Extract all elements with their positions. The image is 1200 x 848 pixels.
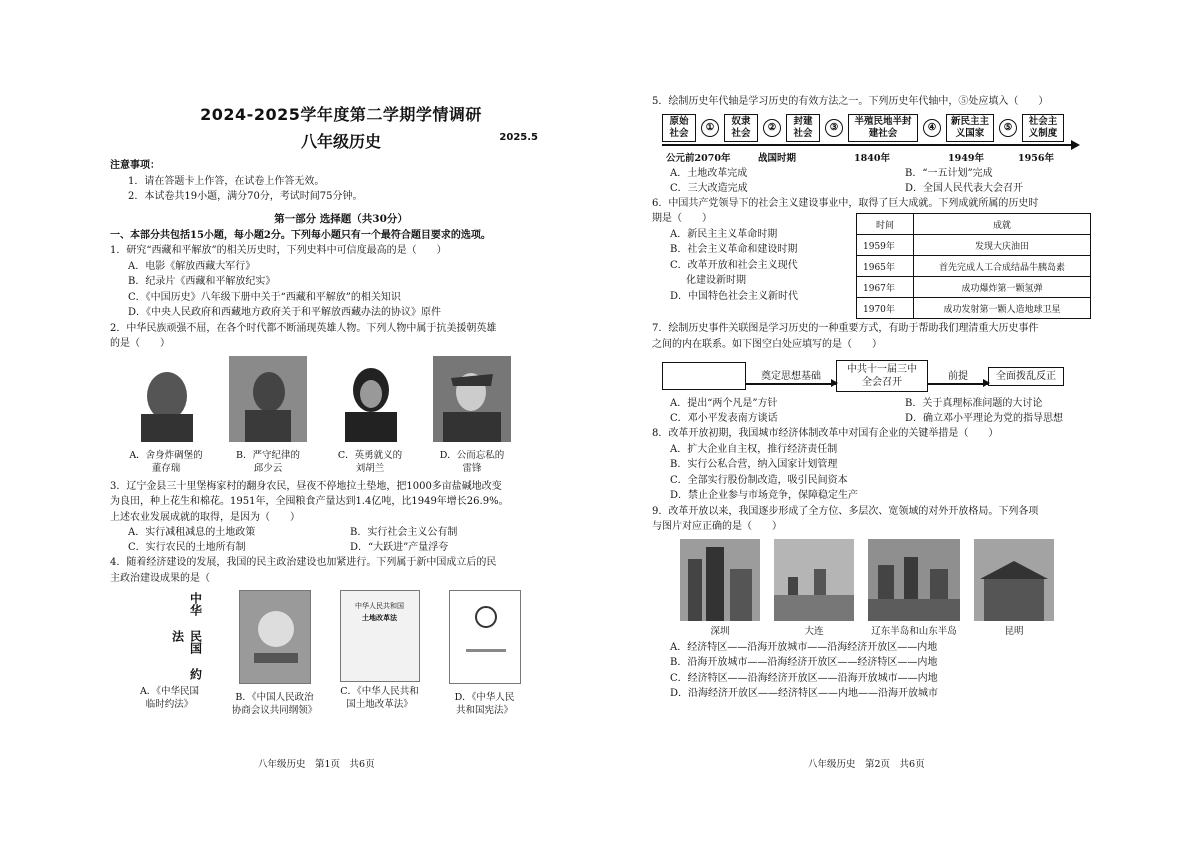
question-8 [652,426,1140,504]
option: B．沿海开放城市——沿海经济开放区——经济特区——内地 [670,657,938,668]
question-stem: 为良田，种上花生和棉花。1951年，全囤粮食产量达到1.4亿吨，比1949年增长26.9%。 [110,496,509,507]
photo-kunming: 昆明 [972,539,1056,638]
question-3 [110,479,572,556]
hero-photos [122,356,572,475]
option-document-b: B．《中国人民政治 协商会议共同纲领》 [227,590,322,717]
timeline [662,114,1140,142]
timeline-number: ⑤ [999,119,1017,137]
timeline-number: ④ [923,119,941,137]
city-skyline-photo [680,539,760,621]
option-document-d: D．《中华人民 共和国宪法》 [437,590,532,717]
option: A．土地改革完成 [670,167,748,179]
option-photo-d: D．公而忘私的 雷锋 [428,356,516,475]
question-stem: 9．改革开放以来，我国逐步形成了全方位、多层次、宽领域的对外开放格局。下列各项 [652,505,1039,517]
notice-heading: 注意事项： [110,160,160,171]
timeline-box: 奴隶社会 [724,114,758,142]
option: A．提出“两个凡是”方针 [670,398,778,409]
option: B．“一五计划”完成 [905,167,993,179]
timeline-dates: 公元前2070年 战国时期 1840年 1949年 1956年 [666,152,1054,164]
option: D．《中央人民政府和西藏地方政府关于和平解放西藏办法的协议》原件 [128,307,442,318]
timeline-box: 封建社会 [786,114,820,142]
option: D．全国人民代表大会召开 [905,182,1024,194]
coastal-city-photo [868,539,960,621]
notice-item: 2．本试卷共19小题，满分70分，考试时间75分钟。 [128,191,363,202]
timeline-number: ② [763,119,781,137]
page-footer: 八年级历史 第2页 共6页 [808,759,925,770]
event-flow-diagram [662,360,1140,392]
option-document-a: 中华 民国 約法 A．《中华民国 临时约法》 [122,590,217,717]
option: B．关于真理标准问题的大讨论 [905,398,1043,409]
portrait-photo [433,356,511,442]
option: D．“大跃进”产量浮夸 [350,542,449,553]
timeline-axis [662,144,1072,146]
question-stem: 期是（ ） [652,213,712,224]
flow-arrow: 前提 [928,367,988,384]
exam-page-2 [600,0,1200,848]
timeline-number: ③ [825,119,843,137]
timeline-box: 新民主主义国家 [946,114,994,142]
option: B．纪录片《西藏和平解放纪实》 [128,276,276,287]
options-grid [652,396,1140,426]
option: D．中国特色社会主义新时代 [670,290,799,302]
question-6 [652,196,1140,320]
question-stem: 主政治建设成果的是（ [110,572,210,584]
option: D．沿海经济开放区——经济特区——内地——沿海开放城市 [670,688,939,699]
section-title: 第一部分 选择题（共30分） [274,212,408,225]
option: A．实行减租减息的土地政策 [128,527,256,538]
option: C．经济特区——沿海经济开放区——沿海开放城市——内地 [670,672,938,684]
question-stem: 2．中华民族顽强不屈，在各个时代都不断涌现英雄人物。下列人物中属于抗美援朝英雄 [110,322,497,334]
option: 化建设新时期 [686,275,746,286]
option: A．电影《解放西藏大军行》 [128,260,256,272]
option: C．三大改造完成 [670,182,748,194]
option: A．扩大企业自主权，推行经济责任制 [670,443,838,455]
option-document-c: 中华人民共和国 土地改革法 C．《中华人民共和 国土地改革法》 [332,590,427,717]
table-row: 1959年 发现大庆油田 [857,235,1091,256]
option-photo-a: A．舍身炸碉堡的 董存瑞 [122,356,210,475]
exam-subject: 八年级历史 2025.5 [300,132,538,151]
question-1 [110,243,572,321]
question-stem: 的是（ ） [110,338,170,349]
question-stem: 6．中国共产党领导下的社会主义建设事业中，取得了巨大成就。下列成就所属的历史时 [652,197,1039,209]
question-stem: 8．改革开放初期，我国城市经济体制改革中对国有企业的关键举措是（ ） [652,428,999,439]
table-header: 时间 [857,214,914,235]
question-stem: 与图片对应正确的是（ ） [652,521,782,532]
question-stem: 1．研究“西藏和平解放”的相关历史时，下列史料中可信度最高的是（ ） [110,245,447,256]
question-stem: 之间的内在联系。如下图空白处应填写的是（ ） [652,338,882,350]
option: C．改革开放和社会主义现代 [670,259,798,271]
option: B．实行公私合营，纳入国家计划管理 [670,459,838,470]
option: C．实行农民的土地所有制 [128,542,246,553]
document-photos [122,590,572,717]
portrait-photo [331,356,409,442]
question-stem: 上述农业发展成就的取得，是因为（ ） [110,511,300,523]
question-7 [652,321,1140,426]
book-cover-image [239,590,311,684]
question-9 [652,504,1140,702]
table-row: 1965年 首先完成人工合成结晶牛胰岛素 [857,256,1091,277]
timeline-number: ① [701,119,719,137]
question-stem: 3．辽宁金县三十里堡梅家村的翻身农民，昼夜不停地拉土垫地，把1000多亩盐碱地改变 [110,480,502,492]
photo-peninsula: 辽东半岛和山东半岛 [866,539,962,638]
question-stem: 4．随着经济建设的发展，我国的民主政治建设也加紧进行。下列属于新中国成立后的民 [110,557,497,568]
portrait-photo [127,356,205,442]
section-instruction: 一、本部分共包括15小题，每小题2分。下列每小题只有一个最符合题目要求的选项。 [110,229,491,241]
timeline-box: 社会主义制度 [1022,114,1064,142]
table-header-row [857,214,1091,235]
achievement-table [856,213,1091,319]
photo-dalian: 大连 [772,539,856,638]
option-photo-c: C．英勇就义的 刘胡兰 [326,356,414,475]
option: C．全部实行股份制改造，吸引民间资本 [670,474,848,486]
option: B．实行社会主义公有制 [350,527,458,538]
portrait-photo [229,356,307,442]
option: A．经济特区——沿海开放城市——沿海经济开放区——内地 [670,641,938,653]
option: D．确立邓小平理论为党的指导思想 [905,413,1064,424]
national-emblem-icon [449,590,521,684]
table-row: 1967年 成功爆炸第一颗氢弹 [857,277,1091,298]
question-5 [652,94,1140,196]
option: C．《中国历史》八年级下册中关于“西藏和平解放”的相关知识 [128,291,401,303]
flow-arrow: 奠定思想基础 [746,367,836,384]
table-header: 成就 [914,214,1091,235]
options-grid [110,525,572,555]
city-photos [678,539,1140,638]
question-2 [110,321,572,475]
question-4 [110,555,572,717]
timeline-box: 原始社会 [662,114,696,142]
option: C．邓小平发表南方谈话 [670,413,778,424]
option: B．社会主义革命和建设时期 [670,244,798,255]
document-image: 中华 民国 約法 [135,590,205,682]
page-footer: 八年级历史 第1页 共6页 [258,759,375,770]
question-stem: 7．绘制历史事件关联图是学习历史的一种重要方式，有助于帮助我们理清重大历史事件 [652,323,1039,334]
option-photo-b: B．严守纪律的 邱少云 [224,356,312,475]
flow-box: 中共十一届三中全会召开 [836,360,928,392]
timeline-box: 半殖民地半封建社会 [848,114,918,142]
blank-box [662,362,746,390]
document-image: 中华人民共和国 土地改革法 [340,590,420,682]
table-row: 1970年 成功发射第一颗人造地球卫星 [857,298,1091,319]
city-gate-photo [974,539,1054,621]
options-grid [652,166,1140,196]
question-stem: 5．绘制历史年代轴是学习历史的有效方法之一。下列历史年代轴中，⑤处应填入（ ） [652,96,1049,107]
flow-box: 全面拨乱反正 [988,367,1064,386]
harbor-photo [774,539,854,621]
exam-date: 2025.5 [499,132,538,143]
exam-title: 2024-2025学年度第二学期学情调研 [200,105,482,124]
option: A．新民主主义革命时期 [670,228,778,240]
photo-shenzhen: 深圳 [678,539,762,638]
notice-item: 1．请在答题卡上作答，在试卷上作答无效。 [128,175,325,187]
option: D．禁止企业参与市场竞争，保障稳定生产 [670,490,859,501]
